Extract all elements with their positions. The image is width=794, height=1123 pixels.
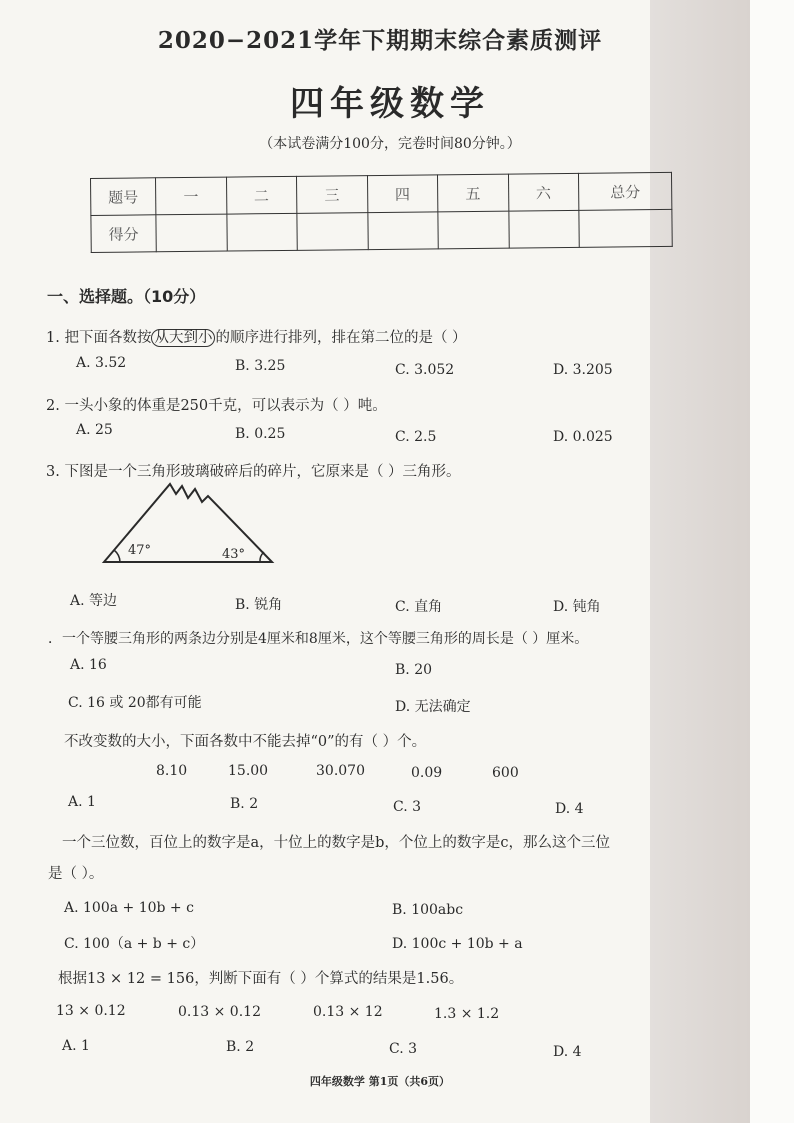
option-a: A. 1 (62, 1038, 90, 1054)
angle-label: 43° (222, 547, 246, 562)
number-item: 15.00 (228, 763, 269, 779)
option-a: A. 1 (68, 794, 96, 810)
broken-triangle-figure (98, 478, 278, 570)
option-b: B. 3.25 (235, 358, 286, 374)
option-b: B. 2 (230, 796, 259, 812)
score-entry[interactable] (297, 213, 368, 251)
score-cell: 一 (156, 177, 227, 215)
option-d: D. 4 (553, 1044, 582, 1060)
question-2: 2. 一头小象的体重是250千克，可以表示为（ ）吨。 (46, 398, 387, 414)
subject-title: 四年级数学 (290, 84, 490, 124)
score-entry[interactable] (367, 212, 438, 250)
option-a: A. 25 (76, 422, 113, 438)
question-text: 1. 把下面各数按 (46, 330, 152, 346)
expression-item: 13 × 0.12 (56, 1003, 126, 1019)
option-b: B. 100abc (392, 902, 464, 918)
page-footer: 四年级数学 第1页（共6页） (309, 1075, 451, 1088)
option-d: D. 100c + 10b + a (392, 936, 523, 952)
expression-item: 0.13 × 0.12 (178, 1004, 261, 1020)
score-entry[interactable] (579, 209, 672, 247)
option-b: B. 锐角 (235, 597, 283, 613)
score-cell: 六 (508, 173, 579, 211)
score-table-score-row (91, 209, 672, 252)
question-text: 的顺序进行排列，排在第二位的是（ ） (215, 330, 467, 346)
option-c: C. 16 或 20都有可能 (68, 695, 202, 711)
question-3: 3. 下图是一个三角形玻璃破碎后的碎片，它原来是（ ）三角形。 (46, 464, 461, 480)
option-a: A. 100a + 10b + c (64, 900, 194, 916)
option-c: C. 3 (393, 799, 422, 815)
score-table-header-row (91, 172, 672, 215)
score-cell: 二 (226, 176, 297, 214)
exam-note: （本试卷满分100分，完卷时间80分钟。） (259, 136, 521, 152)
option-a: A. 16 (70, 657, 107, 673)
option-c: C. 2.5 (395, 429, 437, 445)
number-item: 600 (492, 765, 519, 781)
number-item: 30.070 (316, 763, 365, 779)
score-entry[interactable] (156, 214, 227, 252)
score-entry[interactable] (438, 211, 509, 249)
page-shadow (650, 0, 750, 1123)
page-margin (750, 0, 794, 1123)
option-a: A. 3.52 (76, 355, 127, 371)
option-c: C. 100（a + b + c） (64, 936, 205, 952)
expression-item: 0.13 × 12 (313, 1004, 383, 1020)
option-d: D. 0.025 (553, 429, 613, 445)
circled-text: 从大到小 (151, 329, 215, 347)
option-b: B. 2 (226, 1039, 255, 1055)
question-4: ．一个等腰三角形的两条边分别是4厘米和8厘米，这个等腰三角形的周长是（ ）厘米。 (48, 631, 589, 647)
option-d: D. 4 (555, 801, 584, 817)
score-cell: 五 (437, 174, 508, 212)
number-item: 8.10 (156, 763, 188, 779)
option-a: A. 等边 (70, 593, 118, 609)
score-table (90, 172, 673, 253)
question-5: 不改变数的大小，下面各数中不能去掉“0”的有（ ）个。 (64, 734, 427, 750)
expression-item: 1.3 × 1.2 (434, 1006, 500, 1022)
option-c: C. 3 (389, 1041, 418, 1057)
option-c: C. 3.052 (395, 362, 455, 378)
option-d: D. 无法确定 (395, 699, 471, 715)
score-cell: 四 (367, 175, 438, 213)
option-b: B. 0.25 (235, 426, 286, 442)
option-d: D. 钝角 (553, 599, 601, 615)
option-b: B. 20 (395, 662, 433, 678)
score-entry[interactable] (226, 213, 297, 251)
question-6-line-1: 一个三位数，百位上的数字是a，十位上的数字是b，个位上的数字是c，那么这个三位 (62, 835, 611, 851)
number-item: 0.09 (411, 765, 443, 781)
option-c: C. 直角 (395, 599, 443, 615)
score-cell: 题号 (91, 178, 156, 216)
exam-title: 2020−2021学年下期期末综合素质测评 (157, 27, 603, 54)
question-6-line-2: 是（ ）。 (48, 866, 104, 882)
score-cell: 得分 (91, 215, 156, 253)
option-d: D. 3.205 (553, 362, 613, 378)
question-1 (46, 326, 467, 347)
score-entry[interactable] (508, 210, 579, 248)
score-cell: 三 (296, 176, 367, 214)
angle-label: 47° (128, 543, 152, 558)
score-cell: 总分 (578, 172, 671, 210)
question-7: 根据13 × 12 = 156，判断下面有（ ）个算式的结果是1.56。 (58, 971, 464, 987)
section-heading: 一、选择题。（10分） (47, 287, 206, 306)
